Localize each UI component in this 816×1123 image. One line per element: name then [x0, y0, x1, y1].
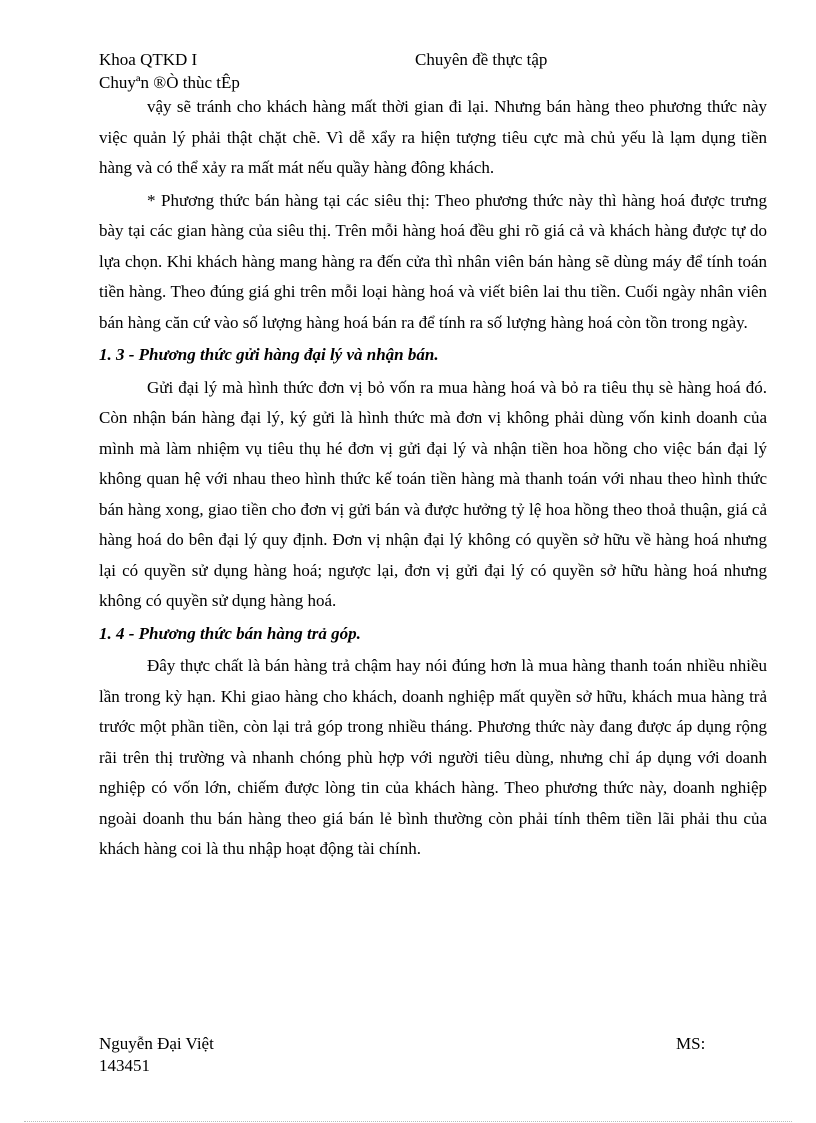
- footer-ms-value: 143451: [99, 1056, 150, 1075]
- header-title: Chuyên đề thực tập: [415, 50, 548, 69]
- paragraph-installment-sales: Đây thực chất là bán hàng trả chậm hay nói đúng hơn là mua hàng thanh toán nhiều nhiều lần trong kỳ hạn. Khi giao hàng cho khách, doanh nghiệp mất quyền sở hữu, khách mua hàng trả trước một phần tiền, còn lại trả góp trong nhiều tháng. Phương thức này đang được áp dụng rộng rãi trên thị trường và nhanh chóng phù hợp với người tiêu dùng, nhưng chỉ áp dụng với doanh nghiệp có vốn lớn, chiếm được lòng tin của khách hàng. Theo phương thức này, doanh nghiệp ngoài doanh thu bán hàng theo giá bán lẻ bình thường còn phải tính thêm tiền lãi phải thu của khách hàng coi là thu nhập hoạt động tài chính.: [99, 656, 767, 858]
- footer-author: Nguyễn Đại Việt: [99, 1034, 214, 1053]
- paragraph-agency-sales: Gửi đại lý mà hình thức đơn vị bỏ vốn ra mua hàng hoá và bỏ ra tiêu thụ sè hàng hoá đó. Còn nhận bán hàng đại lý, ký gửi là hình thức mà đơn vị không phải dùng vốn kinh doanh của mình mà làm nhiệm vụ tiêu thụ hé đơn vị gửi đại lý và nhận tiền hoa hồng cho việc bán đại lý không quan hệ với nhau theo hình thức kế toán tiền hàng mà thanh toán với nhau theo hình thức bán hàng xong, giao tiền cho đơn vị gửi bán và được hưởng tỷ lệ hoa hồng theo thoả thuận, giá cả hàng hoá do bên đại lý quy định. Đơn vị nhận đại lý không có quyền sở hữu về hàng hoá nhưng lại có quyền sử dụng hàng hoá; ngược lại, đơn vị gửi đại lý có quyền sở hữu hàng hoá nhưng không có quyền sử dụng hàng hoá.: [99, 377, 767, 610]
- footer-ms-label: MS:: [676, 1034, 706, 1053]
- section-heading-1-4: 1. 4 - Phương thức bán hàng trả góp.: [99, 623, 361, 643]
- header-garbled-title: Chuyªn ®Ò thùc tÊp: [99, 73, 240, 92]
- page-bottom-divider: [24, 1121, 792, 1122]
- page-body: [99, 92, 767, 865]
- header-dept: Khoa QTKD I: [99, 50, 198, 69]
- section-heading-1-3: 1. 3 - Phương thức gửi hàng đại lý và nhận bán.: [99, 345, 439, 364]
- paragraph-counter-sales: vậy sẽ tránh cho khách hàng mất thời gian đi lại. Nhưng bán hàng theo phương thức này việc quản lý phải thật chặt chẽ. Vì dễ xẩy ra hiện tượng tiêu cực mà chủ yếu là lạm dụng tiền hàng và có thể xảy ra mất mát nếu quầy hàng đông khách.: [99, 97, 767, 177]
- paragraph-supermarket-sales: * Phương thức bán hàng tại các siêu thị: Theo phương thức này thì hàng hoá được trưng bày tại các gian hàng của siêu thị. Trên mỗi hàng hoá đều ghi rõ giá cả và khách hàng được tự do lựa chọn. Khi khách hàng mang hàng ra đến cửa thì nhân viên bán hàng sẽ dùng máy để tính toán tiền hàng. Theo đúng giá ghi trên mỗi loại hàng hoá và viết biên lai thu tiền. Cuối ngày nhân viên bán hàng căn cứ vào số lượng hàng hoá bán ra để tính ra số lượng hàng hoá còn tồn trong ngày.: [99, 190, 767, 332]
